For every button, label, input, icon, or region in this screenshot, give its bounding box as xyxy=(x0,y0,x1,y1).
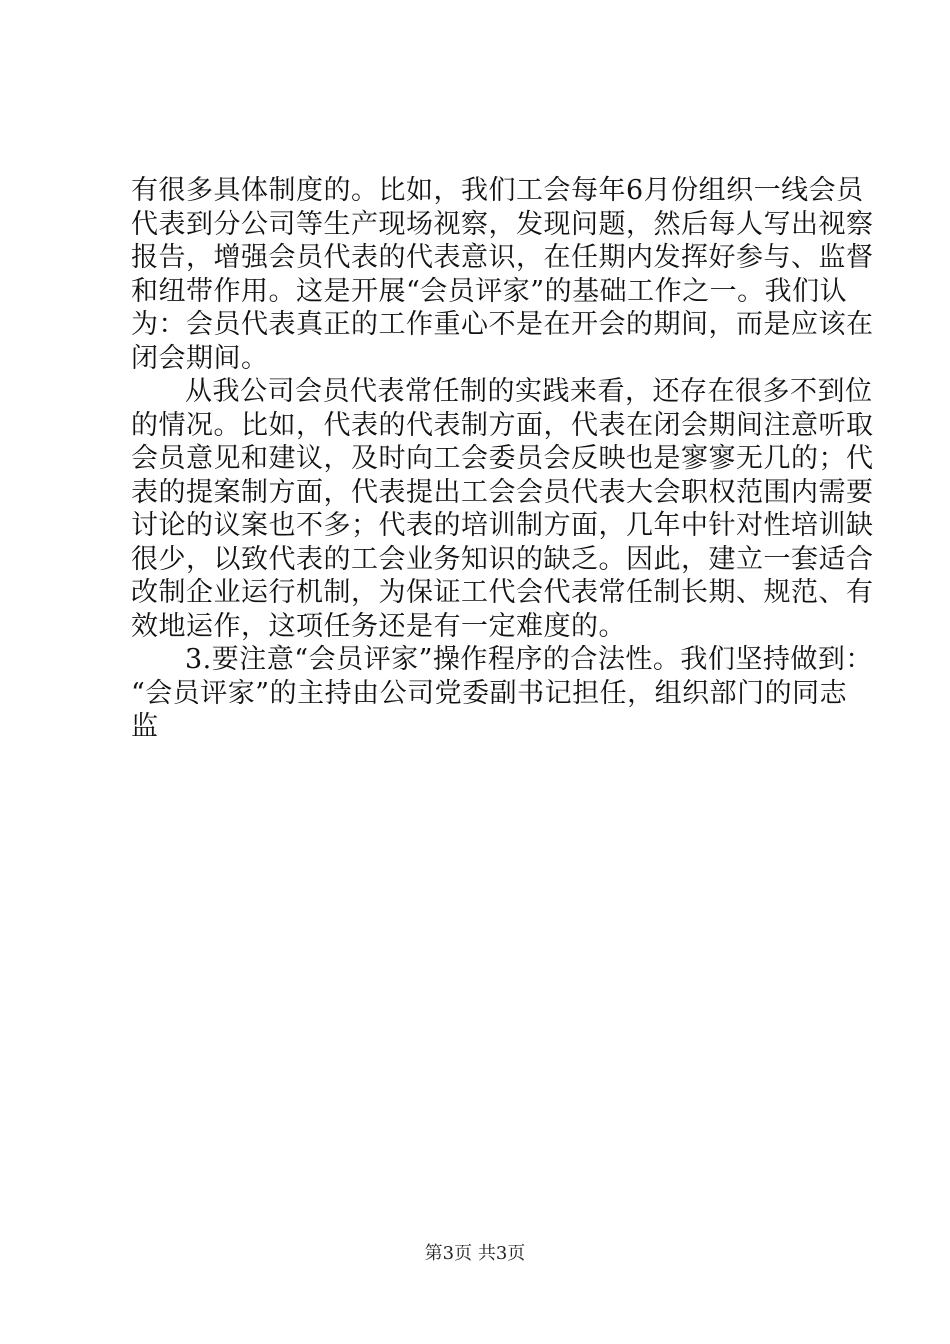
text-line-indented: 3.要注意“会员评家”操作程序的合法性。我们坚持做到： xyxy=(185,644,873,675)
body-text xyxy=(131,174,874,744)
text-line: 讨论的议案也不多；代表的培训制方面，几年中针对性培训缺 xyxy=(131,510,874,541)
text-line-indented: 从我公司会员代表常任制的实践来看，还存在很多不到位 xyxy=(185,376,873,407)
text-line: 效地运作，这项任务还是有一定难度的。 xyxy=(131,610,626,642)
page-number-footer: 第3页 共3页 xyxy=(424,1243,526,1264)
text-line: 表的提案制方面，代表提出工会会员代表大会职权范围内需要 xyxy=(131,476,874,508)
text-line: 监 xyxy=(131,711,159,742)
text-line: “会员评家”的主持由公司党委副书记担任，组织部门的同志 xyxy=(131,677,848,709)
text-line: 和纽带作用。这是开展“会员评家”的基础工作之一。我们认 xyxy=(131,275,848,307)
text-line: 很少，以致代表的工会业务知识的缺乏。因此，建立一套适合 xyxy=(131,543,874,575)
text-line: 闭会期间。 xyxy=(131,342,269,374)
text-line: 的情况。比如，代表的代表制方面，代表在闭会期间注意听取 xyxy=(131,409,874,441)
text-line: 有很多具体制度的。比如，我们工会每年6月份组织一线会员 xyxy=(131,175,864,206)
text-line: 会员意见和建议，及时向工会委员会反映也是寥寥无几的；代 xyxy=(131,443,874,474)
text-line: 为：会员代表真正的工作重心不是在开会的期间，而是应该在 xyxy=(131,309,874,340)
text-line: 代表到分公司等生产现场视察，发现问题，然后每人写出视察 xyxy=(131,208,874,240)
text-line: 改制企业运行机制，为保证工代会代表常任制长期、规范、有 xyxy=(131,577,874,608)
text-line: 报告，增强会员代表的代表意识，在任期内发挥好参与、监督 xyxy=(131,242,874,273)
